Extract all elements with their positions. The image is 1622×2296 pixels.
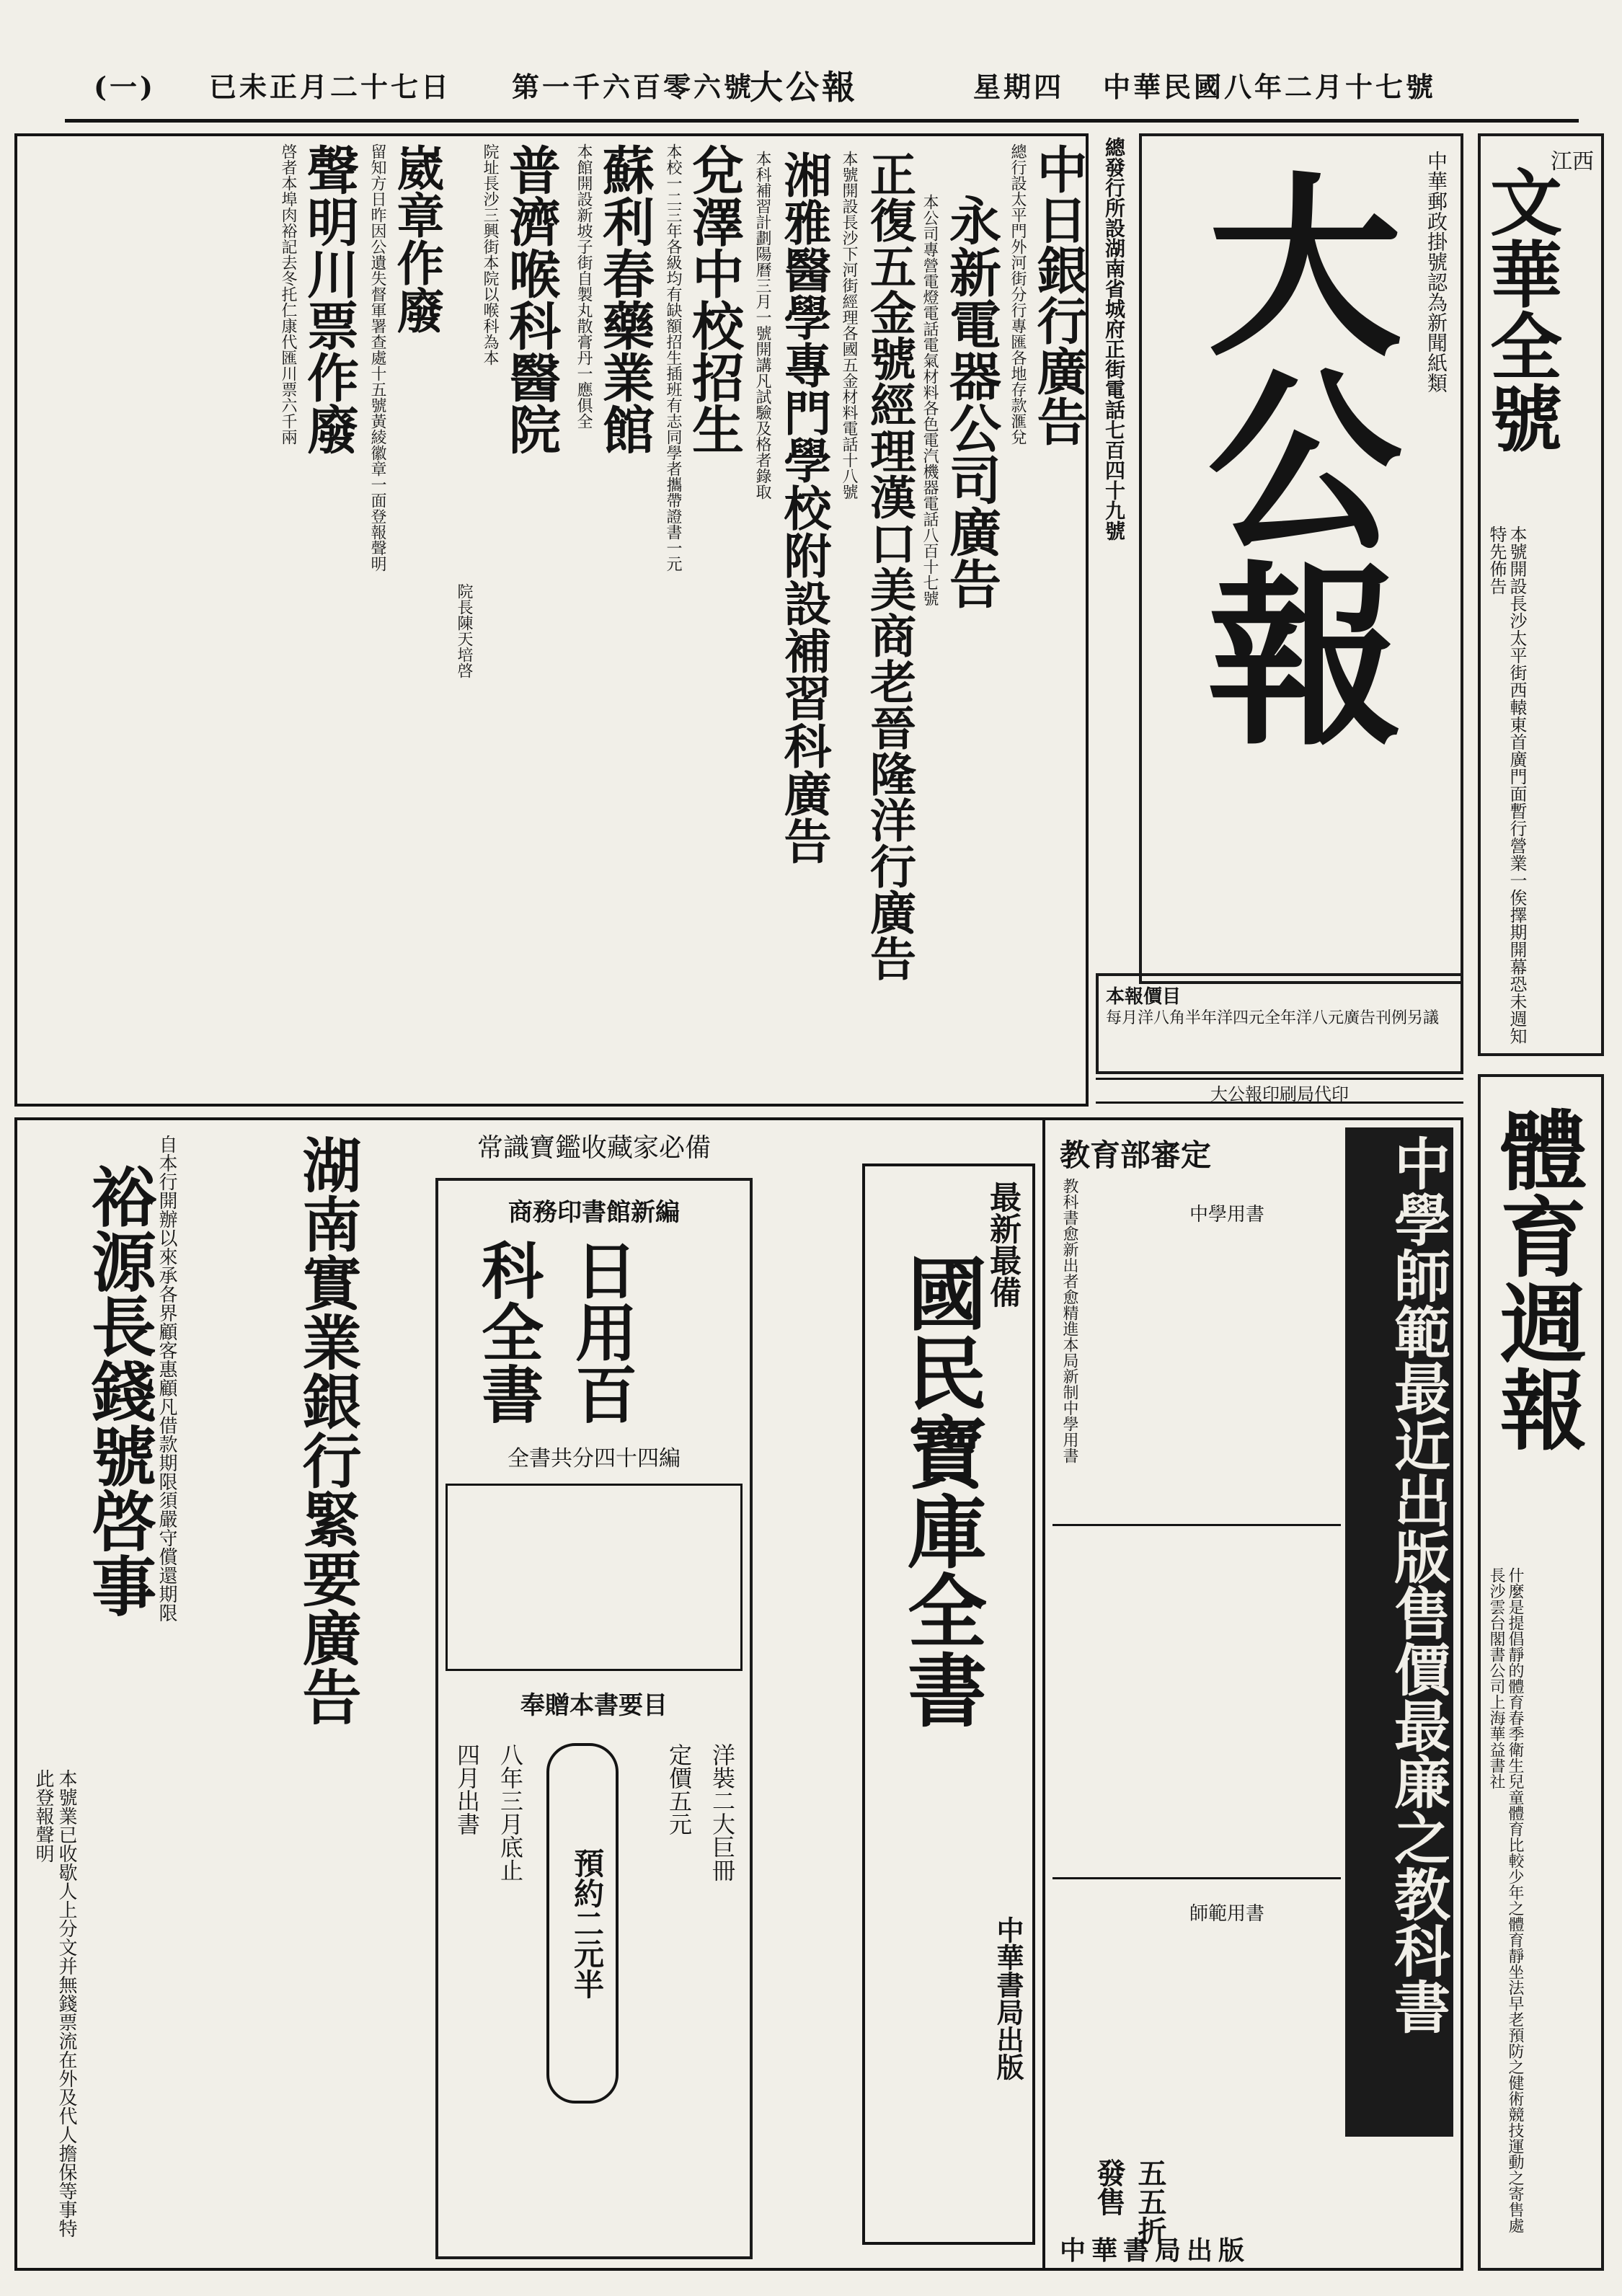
shangwu-date2: 四月出書 <box>453 1743 481 1835</box>
zhongri-body: 總行設太平門外河街分行專匯各地存款滙兌 <box>1009 143 1027 445</box>
xiangya-title: 湘雅醫學專門學校附設補習科廣告 <box>776 151 832 864</box>
zhengfu-body: 本號開設長沙下河街經理各國五金材料電話十八號 <box>840 151 858 500</box>
jiaoyu-publisher: 中華書局出版 <box>1060 2235 1251 2266</box>
jiaoyu-body: 教科書愈新出者愈精進本局新制中學用書 <box>1060 1178 1078 1463</box>
duize-title: 兌澤中校招生 <box>683 143 745 455</box>
shangwu-sub: 全書共分四十四編 <box>508 1446 681 1471</box>
guomin-ad <box>862 1163 1035 2245</box>
page-header <box>65 50 1579 123</box>
shangwu-mid: 奉贈本書要目 <box>520 1691 668 1720</box>
duize-body: 本校一二三年各級均有缺額招生插班有志同學者攜帶證書一元 <box>664 143 682 572</box>
jiaoyu-ad <box>1042 1120 1461 2271</box>
print-bar: 大公報印刷局代印 <box>1096 1078 1463 1104</box>
jiaoyu-rule-1 <box>1052 1524 1341 1526</box>
liyi-body: 本館開設新坡子街自製丸散膏丹一應俱全 <box>575 143 593 429</box>
zhengfu-title: 正復五金號經理漢口美商老晉隆洋行廣告 <box>862 151 916 981</box>
jiaoyu-title: 教育部審定 <box>1060 1138 1212 1173</box>
shangwu-contents-box <box>446 1484 743 1671</box>
masthead-address: 總發行所設湖南省城府正街電話七百四十九號 <box>1102 137 1126 541</box>
jiaoyu-rule-2 <box>1052 1877 1341 1879</box>
header-date: 中華民國八年二月十七號 <box>1103 71 1437 103</box>
price-body: 每月洋八角半年洋四元全年洋八元廣告刊例另議 <box>1106 1009 1440 1027</box>
top-ad-area <box>14 133 1089 1107</box>
tiyu-ad <box>1478 1074 1604 2271</box>
puji-body: 院址長沙三興街本院以喉科為本 <box>481 143 499 365</box>
yongxin-title: 永新電器公司廣告 <box>941 194 1002 609</box>
yuyuan-title: 裕源長錢號啓事 <box>80 1163 156 1618</box>
masthead-box <box>1139 133 1463 984</box>
masthead-title: 大公報 <box>1175 165 1404 749</box>
guomin-head: 最新最備 <box>984 1181 1021 1308</box>
yinhang-title: 湖南實業銀行緊要廣告 <box>293 1135 362 1726</box>
wenhua-region: 江西 <box>1551 149 1594 174</box>
liyi-title: 蘇利春藥業館 <box>594 143 655 455</box>
price-board <box>1096 973 1463 1074</box>
wenhua-title: 文華全號 <box>1478 165 1563 453</box>
shangwu-top: 商務印書館新編 <box>508 1198 680 1227</box>
shangwu-title: 日用百科全書 <box>471 1238 637 1424</box>
price-title: 本報價目 <box>1106 986 1182 1008</box>
tiyu-body: 什麼是提倡靜的體育春季衛生兒童體育比較少年之體育靜坐法早老預防之健術競技運動之寄售處長沙雲台閣書公司上海華益書社 <box>1487 1567 1524 2233</box>
shangwu-date: 八年三月底止 <box>497 1743 524 1881</box>
yinhang-body: 自本行開辦以來承各界顧客惠顧凡借款期限須嚴守償還期限 <box>156 1135 177 1622</box>
header-lunar-date: 已未正月二十七日 <box>209 71 452 103</box>
shengming-title: 聲明川票作廢 <box>298 143 360 455</box>
header-masthead-small: 大公報 <box>750 67 858 107</box>
bottom-ad-area <box>14 1117 1463 2271</box>
puji-title: 普濟喉科醫院 <box>500 143 562 455</box>
wenhua-body: 本號開設長沙太平街西轅東首廣門面暫行營業一俟擇期開幕恐未週知特先佈告 <box>1486 526 1527 1045</box>
yuzhang-body: 留知方日昨因公遺失督軍署查處十五號黃綾徽章一面登報聲明 <box>368 143 386 572</box>
yongxin-body: 本公司專營電燈電話電氣材料各色電汽機器電話八百十七號 <box>921 194 939 606</box>
guomin-title: 國民寶庫全書 <box>895 1253 988 1729</box>
jiaoyu-discount: 五五折發售 <box>1092 2158 1167 2245</box>
puji-doctor: 院長陳天培啓 <box>455 583 473 678</box>
header-page-number: (一) <box>94 71 156 103</box>
shangwu-price1: 洋裝二大巨冊 <box>709 1743 736 1881</box>
shangwu-yuyue: 預約二元半 <box>546 1743 619 2104</box>
zhongri-title: 中日銀行廣告 <box>1029 143 1089 446</box>
jiaoyu-shifan: 師範用書 <box>1189 1903 1265 1925</box>
wenhua-ad <box>1478 133 1604 1056</box>
guomin-publisher: 中華書局出版 <box>992 1916 1024 2080</box>
shangwu-ad <box>392 1120 817 2271</box>
shengming-body: 啓者本埠肉裕記去冬托仁康代匯川票六千兩 <box>279 143 297 445</box>
header-weekday: 星期四 <box>973 71 1065 103</box>
shangwu-price2: 定價五元 <box>665 1743 693 1835</box>
header-issue: 第一千六百零六號 <box>512 71 755 103</box>
shangwu-side: 常識寶鑑收藏家必備 <box>477 1133 711 1163</box>
tiyu-title: 體育週報 <box>1486 1106 1587 1452</box>
yuzhang-title: 崴章作廢 <box>389 143 445 334</box>
masthead-postal: 中華郵政掛號認為新聞紙類 <box>1424 151 1448 393</box>
yuyuan-body: 本號業已收歇人上分文并無錢票流在外及代人擔保等事特此登報聲明 <box>32 1769 77 2238</box>
jiaoyu-zhongxue: 中學用書 <box>1189 1204 1265 1225</box>
shangwu-inner <box>435 1178 753 2259</box>
jiaoyu-subtitle: 中學師範最近出版售價最廉之教科書 <box>1345 1127 1453 2137</box>
xiangya-body: 本科補習計劃陽曆三月一號開講凡試驗及格者錄取 <box>753 151 771 500</box>
